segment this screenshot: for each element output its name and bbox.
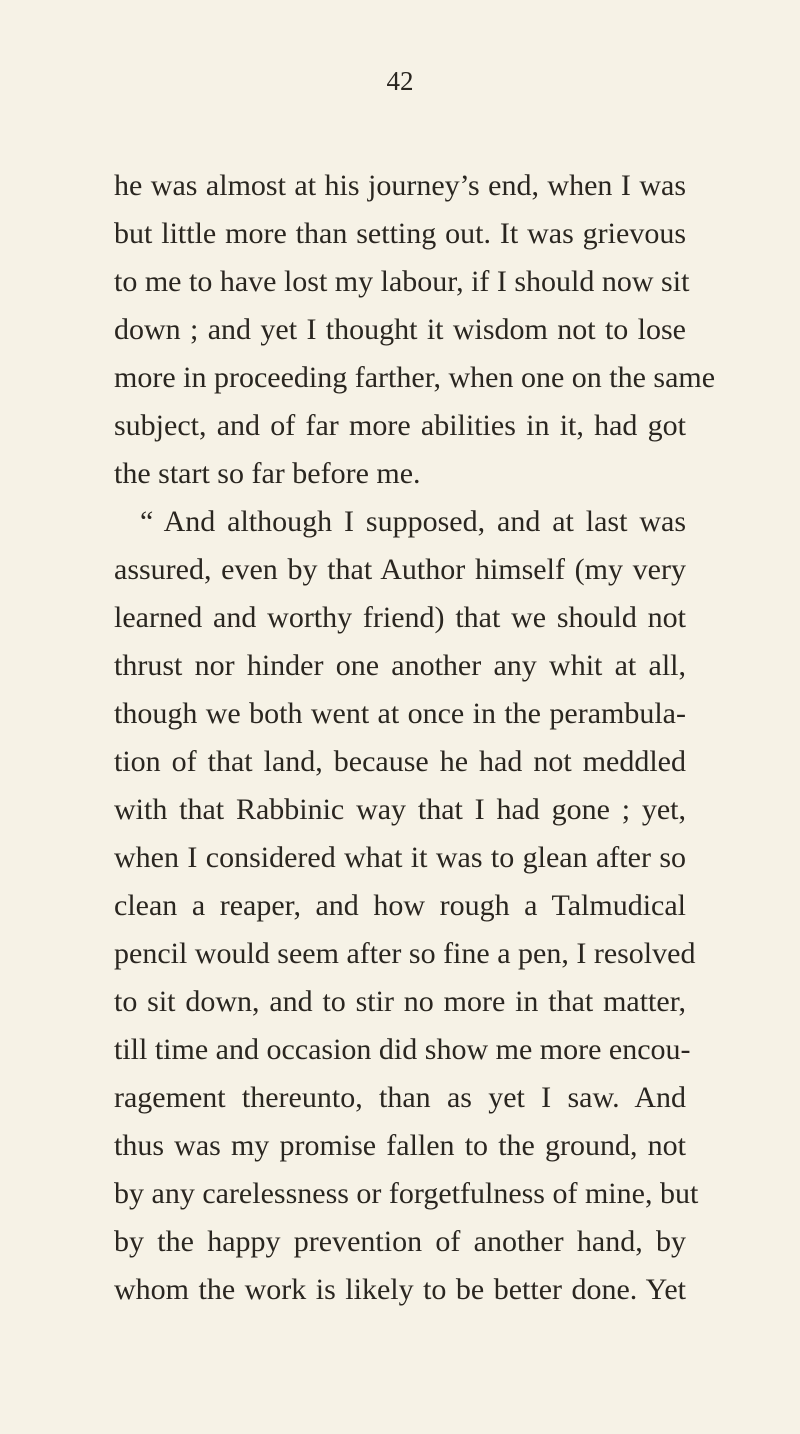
page-number: 42 xyxy=(386,66,414,96)
text-line: down ; and yet I thought it wisdom not to lose xyxy=(114,313,686,346)
text-line: learned and worthy friend) that we should not xyxy=(114,601,686,634)
text-line: to me to have lost my labour, if I should now sit xyxy=(114,265,690,298)
text-line: by the happy prevention of another hand, by xyxy=(114,1225,686,1258)
text-line: with that Rabbinic way that I had gone ; yet, xyxy=(114,793,686,826)
text-line: to sit down, and to stir no more in that matter, xyxy=(114,985,686,1018)
text-line: clean a reaper, and how rough a Talmudical xyxy=(114,889,686,922)
text-line: more in proceeding farther, when one on the same xyxy=(114,361,716,394)
text-line: subject, and of far more abilities in it, had got xyxy=(114,409,686,442)
text-line: thrust nor hinder one another any whit at all, xyxy=(114,649,686,682)
text-line: “ And although I supposed, and at last was xyxy=(140,505,686,538)
text-line: tion of that land, because he had not meddled xyxy=(114,745,686,778)
text-line: but little more than setting out. It was grievous xyxy=(114,217,686,250)
text-line: when I considered what it was to glean after so xyxy=(114,841,686,874)
text-line: ragement thereunto, than as yet I saw. And xyxy=(114,1081,686,1114)
text-line: till time and occasion did show me more encou- xyxy=(114,1033,691,1066)
text-line: thus was my promise fallen to the ground, not xyxy=(114,1129,686,1162)
text-line: he was almost at his journey’s end, when I was xyxy=(114,169,686,202)
body-text xyxy=(114,162,716,1314)
text-line: pencil would seem after so fine a pen, I resolved xyxy=(114,937,696,970)
text-line: though we both went at once in the perambula- xyxy=(114,697,686,730)
text-line: by any carelessness or forgetfulness of mine, but xyxy=(114,1177,699,1210)
text-line: whom the work is likely to be better done. Yet xyxy=(114,1273,686,1306)
text-line: the start so far before me. xyxy=(114,457,421,490)
text-line: assured, even by that Author himself (my very xyxy=(114,553,686,586)
